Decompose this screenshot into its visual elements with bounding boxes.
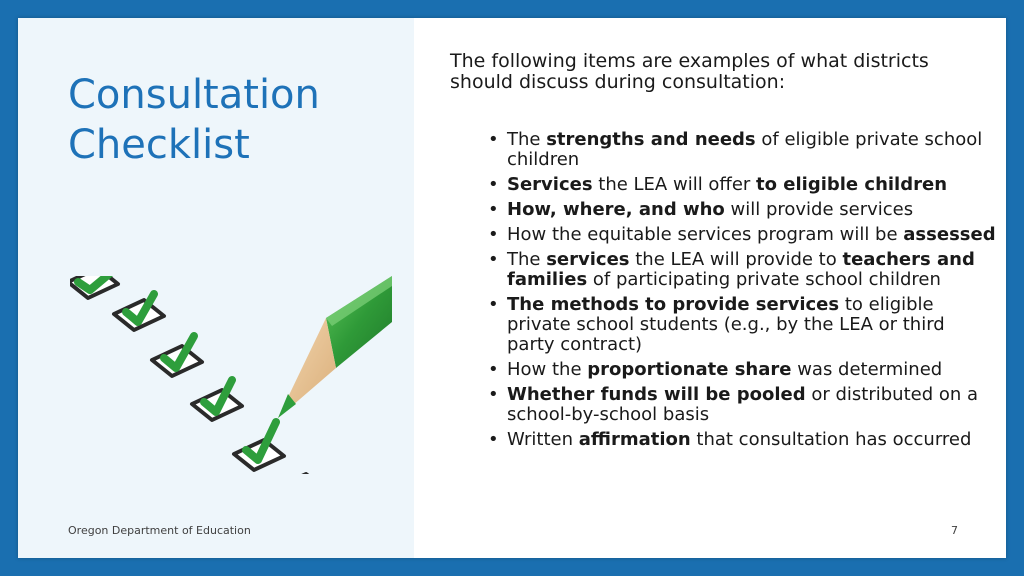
checklist-item-text: Written <box>507 429 579 450</box>
bullet-icon: • <box>488 294 499 315</box>
bullet-icon: • <box>488 249 499 270</box>
checklist-item-text: of participating private school children <box>587 269 941 290</box>
bullet-icon: • <box>488 224 499 245</box>
checklist-item-emphasis: assessed <box>903 224 996 245</box>
checklist-item-emphasis: The methods to provide services <box>507 294 840 315</box>
checklist-item-text: that consultation has occurred <box>690 429 972 450</box>
checklist-item-emphasis: Whether funds will be pooled <box>507 384 806 405</box>
checklist-item-emphasis: Services <box>507 174 593 195</box>
checklist-item-text: the LEA will offer <box>592 174 757 195</box>
checklist-item-emphasis: teachers and families <box>507 249 975 290</box>
checklist-item-text: of eligible private school children <box>507 129 983 170</box>
title-panel <box>18 18 414 558</box>
checklist-item <box>488 200 996 220</box>
checklist-item-emphasis: services <box>546 249 630 270</box>
checklist-item <box>488 225 996 245</box>
checklist-with-green-pencil-icon <box>70 276 392 474</box>
checklist-item-emphasis: How, where, and who <box>507 199 725 220</box>
checklist-item-text: the LEA will provide to <box>629 249 843 270</box>
title-line-2: Checklist <box>68 122 250 168</box>
consultation-checklist <box>488 130 996 455</box>
bullet-icon: • <box>488 384 499 405</box>
footer-organization: Oregon Department of Education <box>68 524 251 537</box>
checklist-item <box>488 175 996 195</box>
page-number: 7 <box>951 524 958 537</box>
checklist-item-emphasis: to eligible children <box>756 174 948 195</box>
checklist-item-text: was determined <box>791 359 943 380</box>
checklist-item <box>488 250 996 290</box>
checklist-item-emphasis: strengths and needs <box>546 129 756 150</box>
slide-title <box>68 70 398 170</box>
intro-text: The following items are examples of what districts should discuss during consultation: <box>450 50 929 93</box>
checklist-item-text: will provide services <box>724 199 914 220</box>
checklist-item-text: How the <box>507 359 588 380</box>
checklist-item <box>488 360 996 380</box>
title-line-1: Consultation <box>68 72 320 118</box>
bullet-icon: • <box>488 129 499 150</box>
bullet-icon: • <box>488 429 499 450</box>
checklist-item-text: How the equitable services program will be <box>507 224 904 245</box>
checklist-item <box>488 295 996 355</box>
checklist-item-emphasis: affirmation <box>578 429 691 450</box>
checklist-item-text: or distributed on a school-by-school basis <box>507 384 979 425</box>
bullet-icon: • <box>488 174 499 195</box>
slide <box>18 18 1006 558</box>
bullet-icon: • <box>488 199 499 220</box>
checklist-item <box>488 430 996 450</box>
green-pencil <box>278 276 392 418</box>
checklist-item-text: to eligible private school students (e.g., by the LEA or third party contract) <box>507 294 945 355</box>
checklist-item-emphasis: proportionate share <box>587 359 792 380</box>
checklist-item <box>488 385 996 425</box>
bullet-icon: • <box>488 359 499 380</box>
checklist-item <box>488 130 996 170</box>
checklist-item-text: The <box>507 249 547 270</box>
checklist-item-text: The <box>507 129 547 150</box>
